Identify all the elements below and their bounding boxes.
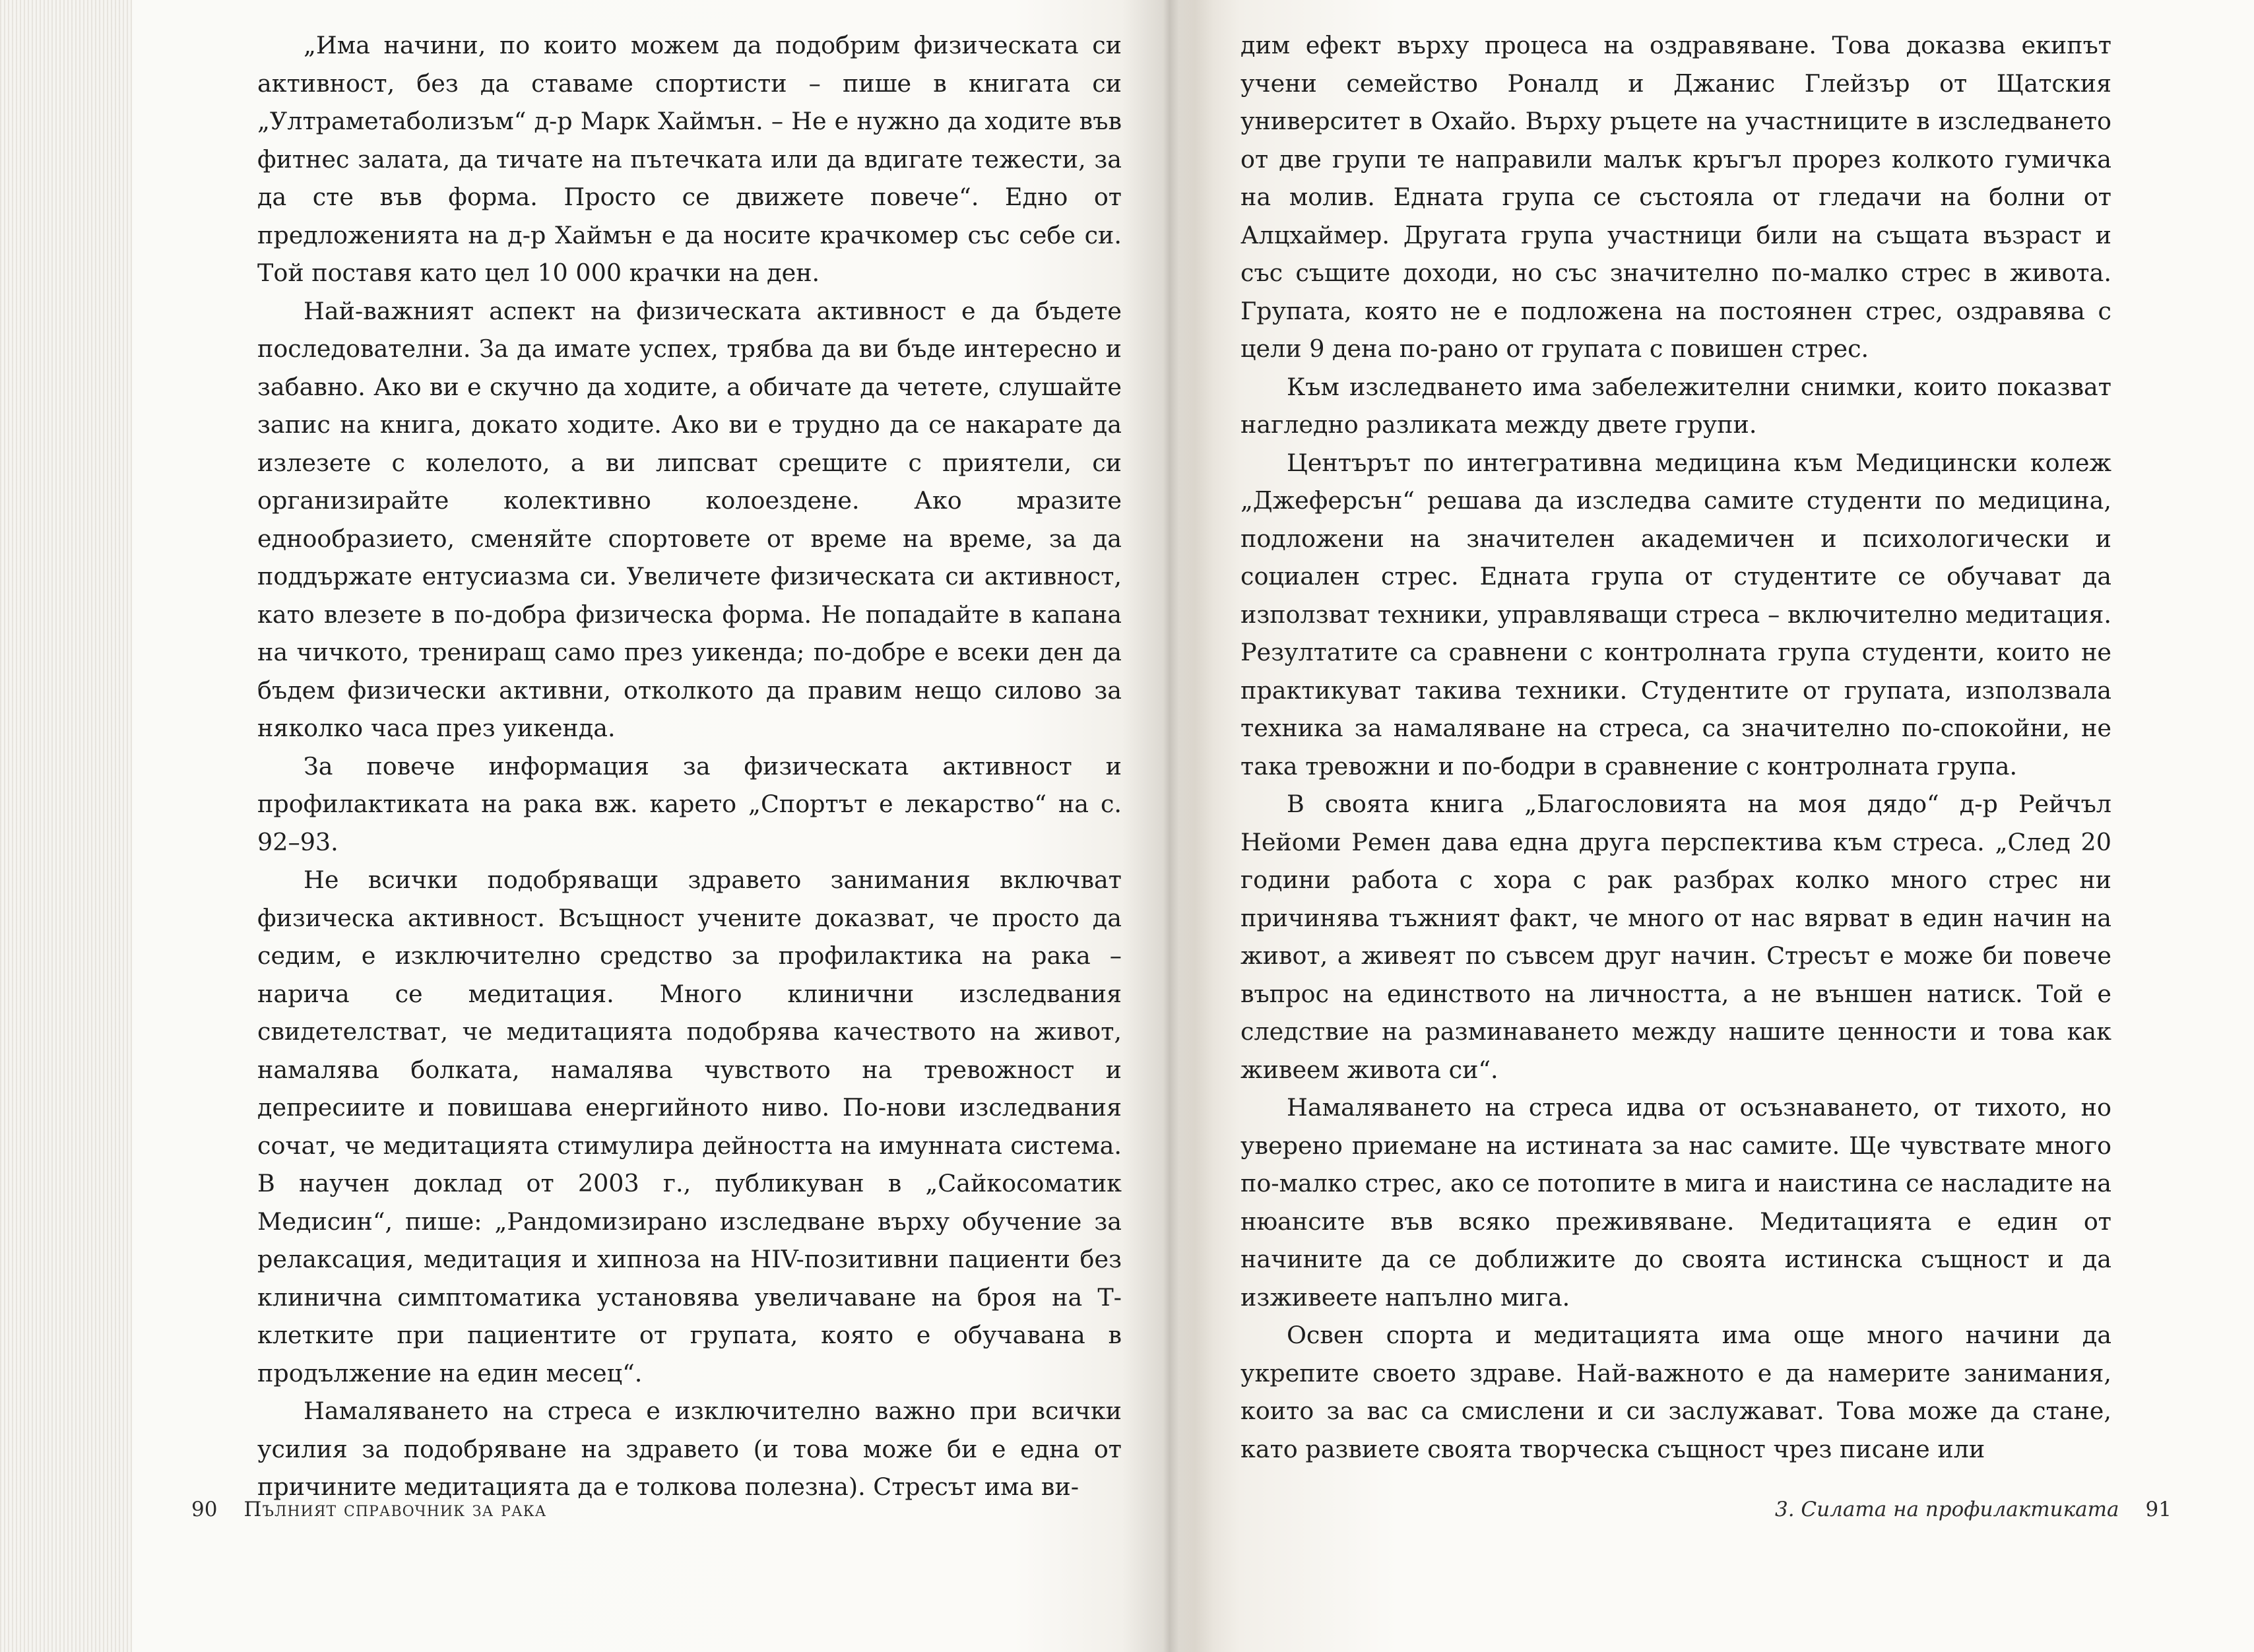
paragraph: Най-важният аспект на физическата активност е да бъдете последователни. За да имате успех, трябва да ви бъде интересно и забавно. Ако ви е скучно да ходите, а обичате да четете, слушайте запис на книга, докато ходите. Ако ви е трудно да се накарате да излезете с колелото, а ви липсват срещите с приятели, си организирайте колективно колоездене. Ако мразите еднообразието, сменяйте спортовете от време на време, за да поддържате ентусиазма си. Увеличете физическата си активност, като влезете в по-добра физическа форма. Не попадайте в капана на чичкото, трениращ само през уикенда; по-добре е всеки ден да бъдем физически активни, отколкото да правим нещо силово за няколко часа през уикенда. — [257, 296, 1122, 742]
left-page-footer — [191, 1498, 546, 1521]
paragraph: В своята книга „Благословията на моя дядо“ д-р Рейчъл Нейоми Ремен дава една друга перспектива към стреса. „След 20 години работа с хора с рак разбрах колко много стрес ни причинява тъжният факт, че много от нас вярват в един начин на живот, а живеят по съвсем друг начин. Стресът е може би повече въпрос на единството на личността, а не външен натиск. Той е следствие на разминаването между нашите ценности и това как живеем живота си“. — [1240, 790, 2111, 1084]
left-page-text — [257, 26, 1122, 1506]
paragraph: Намаляването на стреса идва от осъзнаването, от тихото, но уверено приемане на истината за нас самите. Ще чувствате много по-малко стрес, ако се потопите в мига и наистина се насладите на нюансите във всяко преживяване. Медитацията е един от начините да се доближите до своята истинска същност и да изживеете напълно мига. — [1240, 1093, 2111, 1312]
running-title: Пълният справочник за рака — [243, 1498, 547, 1521]
page-number: 91 — [2145, 1498, 2172, 1521]
page-number: 90 — [191, 1498, 218, 1521]
running-title: 3. Силата на профилактиката — [1775, 1498, 2119, 1521]
paragraph: дим ефект върху процеса на оздравяване. Това доказва екипът учени семейство Роналд и Джанис Глейзър от Щатския университет в Охайо. Върху ръцете на участниците в изследването от две групи те направили малък кръгъл прорез колкото гумичка на молив. Едната група се състояла от гледачи на болни от Алцхаймер. Другата група участници били на същата възраст и със същите доходи, но със значително по-малко стрес в живота. Групата, която не е подложена на постоянен стрес, оздравява с цели 9 дена по-рано от групата с повишен стрес. — [1240, 31, 2111, 363]
paragraph: Не всички подобряващи здравето занимания включват физическа активност. Всъщност учените доказват, че просто да седим, е изключително средство за профилактика на рака – нарича се медитация. Много клинични изследвания свидетелстват, че медитацията подобрява качеството на живот, намалява болката, намалява чувството на тревожност и депресиите и повишава енергийното ниво. По-нови изследвания сочат, че медитацията стимулира дейността на имунната система. В научен доклад от 2003 г., публикуван в „Сайкосоматик Медисин“, пише: „Рандомизирано изследване върху обучение за релаксация, медитация и хипноза на HIV-позитивни пациенти без клинична симптоматика установява увеличаване на броя на Т-клетките при пациентите от групата, която е обучавана в продължение на един месец“. — [257, 866, 1122, 1387]
paragraph: Центърът по интегративна медицина към Медицински колеж „Джеферсън“ решава да изследва самите студенти по медицина, подложени на значителен академичен и психологически и социален стрес. Едната група от студентите се обучават да използват техники, управляващи стреса – включително медитация. Резултатите са сравнени с контролната група студенти, които не практикуват такива техники. Студентите от групата, използвала техника за намаляване на стреса, са значително по-спокойни, не така тревожни и по-бодри в сравнение с контролната група. — [1240, 448, 2111, 780]
page-edges — [0, 0, 132, 1652]
paragraph: За повече информация за физическата активност и профилактиката на рака вж. карето „Спортът е лекарство“ на с. 92–93. — [257, 751, 1122, 856]
gutter-shadow — [1122, 0, 1214, 1652]
right-page-text — [1240, 26, 2111, 1468]
right-page — [1240, 26, 2111, 1468]
paragraph: Освен спорта и медитацията има още много начини да укрепите своето здраве. Най-важното е да намерите занимания, които за вас са смислени и си заслужават. Това може да стане, като развиете своята творческа същност чрез писане или — [1240, 1321, 2111, 1463]
right-page-footer — [1775, 1498, 2198, 1521]
paragraph: „Има начини, по които можем да подобрим физическата си активност, без да ставаме спортисти – пише в книгата си „Ултраметаболизъм“ д-р Марк Хаймън. – Не е нужно да ходите във фитнес залата, да тичате на пътечката или да вдигате тежести, за да сте във форма. Просто се движете повече“. Едно от предложенията на д-р Хаймън е да носите крачкомер със себе си. Той поставя като цел 10 000 крачки на ден. — [257, 31, 1122, 287]
paragraph: Намаляването на стреса е изключително важно при всички усилия за подобряване на здравето (и това може би е една от причините медитацията да е толкова полезна). Стресът има ви- — [257, 1397, 1122, 1501]
paragraph: Към изследването има забележителни снимки, които показват нагледно разликата между двете групи. — [1240, 372, 2111, 439]
left-page — [257, 26, 1122, 1506]
